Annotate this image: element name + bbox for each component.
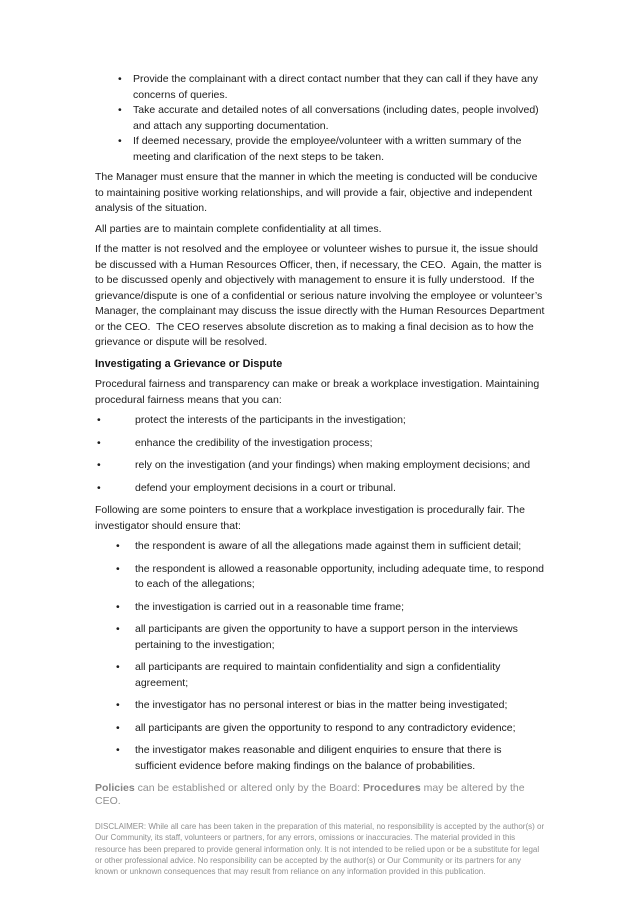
paragraph-confidentiality: All parties are to maintain complete confidentiality at all times. — [95, 222, 382, 235]
list-item — [95, 539, 545, 555]
list-item — [95, 72, 545, 103]
bullet-icon: • — [116, 661, 120, 673]
list-item — [95, 413, 545, 429]
list-item-text: the respondent is aware of all the allegations made against them in sufficient detail; — [135, 540, 522, 552]
page-footer — [95, 782, 545, 877]
list-item — [95, 660, 545, 691]
paragraph-escalation: If the matter is not resolved and the employee or volunteer wishes to pursue it, the issue should be discussed with a Human Resources Officer, then, if necessary, the CEO. Again, the matter is to be discussed openly and objectively with management to ensure it is fully understood. If the grievance/dispute is one of a confidential or serious nature involving the employee or volunteer’s Manager, the complainant may discuss the issue directly with the Human Resources Department or the CEO. The CEO reserves absolute discretion as to making a final decision as to how the grievance or dispute will be resolved. — [95, 243, 548, 348]
list-item-text: rely on the investigation (and your findings) when making employment decisions; and — [135, 459, 531, 471]
list-item — [95, 698, 545, 714]
list-item — [95, 481, 545, 497]
section-heading-investigating: Investigating a Grievance or Dispute — [95, 357, 283, 370]
paragraph-procedural-fairness: Procedural fairness and transparency can make or break a workplace investigation. Maintaining procedural fairness means that you can: — [95, 378, 543, 406]
fairness-bullet-list — [95, 413, 545, 496]
list-item-text: the respondent is allowed a reasonable opportunity, including adequate time, to respond to each of the allegations; — [135, 562, 544, 590]
bullet-icon: • — [118, 104, 122, 116]
bullet-icon: • — [118, 135, 122, 147]
list-item-text: protect the interests of the participants in the investigation; — [135, 414, 406, 426]
bullet-icon: • — [116, 623, 120, 635]
bullet-icon: • — [97, 459, 101, 471]
bullet-icon: • — [116, 721, 120, 734]
list-item — [95, 103, 545, 134]
footer-ceo-text: may be altered by the CEO. — [95, 782, 528, 807]
pointers-bullet-list — [95, 539, 545, 774]
intro-bullet-list — [95, 72, 545, 165]
list-item-text: the investigator makes reasonable and diligent enquiries to ensure that there is sufficient evidence before making findings on the balance of probabilities. — [135, 744, 502, 772]
list-item-text: the investigator has no personal interest or bias in the matter being investigated; — [135, 699, 508, 711]
list-item-text: defend your employment decisions in a court or tribunal. — [135, 481, 396, 494]
bullet-icon: • — [116, 600, 120, 613]
footer-policies-label: Policies — [95, 782, 135, 794]
list-item — [95, 600, 545, 616]
bullet-icon: • — [118, 73, 122, 85]
footer-disclaimer: DISCLAIMER: While all care has been taken in the preparation of this material, no responsibility is accepted by the author(s) or Our Community, its staff, volunteers or partners, for any errors, omissions or inaccuracies. The material provided in this resource has been prepared to provide general information only. It is not intended to be relied upon or be a substitute for legal or other professional advice. No responsibility can be accepted by the author(s) or Our Community or its partners for any known or unknown consequences that may result from reliance on any information provided in this publication. — [95, 822, 547, 877]
list-item — [95, 562, 545, 593]
list-item-text: If deemed necessary, provide the employee/volunteer with a written summary of the meeting and clarification of the next steps to be taken. — [133, 135, 522, 163]
paragraph-pointers-intro: Following are some pointers to ensure that a workplace investigation is procedurally fair. The investigator should ensure that: — [95, 504, 528, 532]
list-item — [95, 622, 545, 653]
list-item — [95, 743, 545, 774]
paragraph-manager-responsibility: The Manager must ensure that the manner in which the meeting is conducted will be conducive to maintaining positive working relationships, and will provide a fair, objective and independent analysis of the situation. — [95, 171, 541, 214]
footer-procedures-label: Procedures — [362, 782, 421, 794]
bullet-icon: • — [116, 699, 120, 711]
list-item — [95, 458, 545, 474]
list-item — [95, 134, 545, 165]
list-item — [95, 721, 545, 737]
list-item-text: Provide the complainant with a direct contact number that they can call if they have any concerns of queries. — [133, 73, 539, 101]
bullet-icon: • — [116, 540, 120, 552]
list-item-text: Take accurate and detailed notes of all conversations (including dates, people involved) and attach any supporting documentation. — [133, 104, 539, 132]
list-item-text: all participants are given the opportunity to have a support person in the interviews pertaining to the investigation; — [135, 623, 518, 651]
bullet-icon: • — [116, 562, 120, 575]
list-item-text: all participants are given the opportunity to respond to any contradictory evidence; — [135, 721, 516, 734]
list-item-text: enhance the credibility of the investigation process; — [135, 436, 373, 449]
footer-policies-note — [95, 782, 545, 808]
footer-board-text: can be established or altered only by the Board: — [134, 782, 363, 794]
bullet-icon: • — [97, 481, 101, 494]
bullet-icon: • — [97, 414, 101, 426]
bullet-icon: • — [97, 436, 101, 449]
list-item-text: the investigation is carried out in a reasonable time frame; — [135, 600, 405, 613]
list-item — [95, 436, 545, 452]
bullet-icon: • — [116, 744, 120, 756]
list-item-text: all participants are required to maintain confidentiality and sign a confidentiality agreement; — [135, 661, 501, 689]
